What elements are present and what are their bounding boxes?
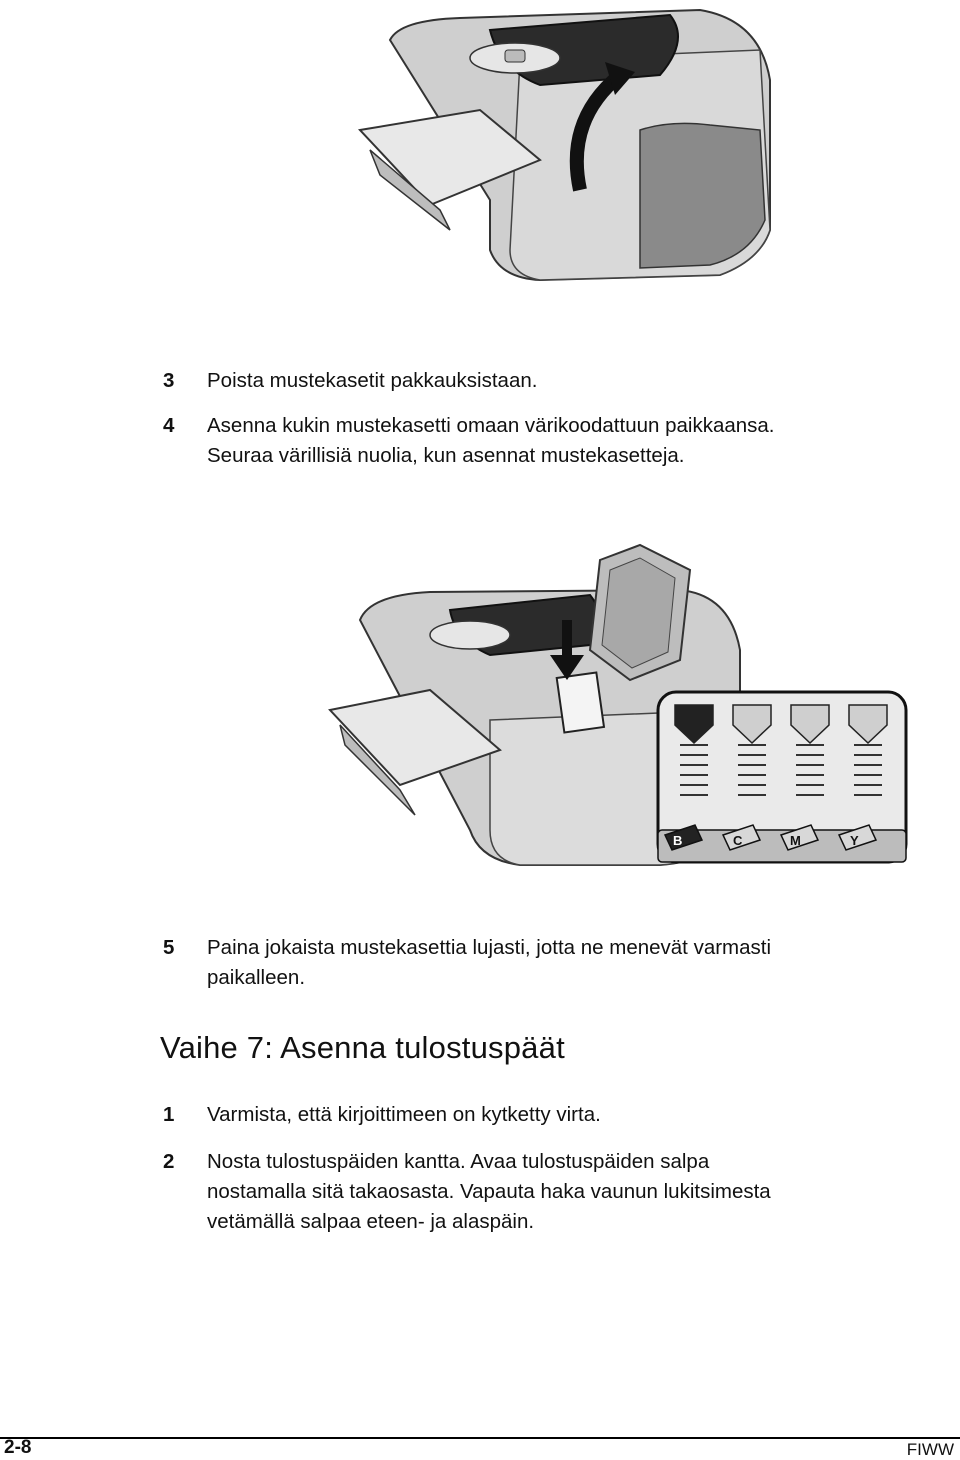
page-number: 2-8 (4, 1437, 32, 1458)
step-text: Varmista, että kirjoittimeen on kytketty virta. (207, 1103, 601, 1126)
cartridge-install-illustration (320, 540, 920, 880)
step-text: vetämällä salpaa eteen- ja alaspäin. (207, 1210, 535, 1233)
edition-label: FIWW (906, 1440, 954, 1459)
slot-label-b: B (673, 833, 683, 848)
step-text: Nosta tulostuspäiden kantta. Avaa tulostuspäiden salpa (207, 1150, 710, 1173)
step-text: nostamalla sitä takaosasta. Vapauta haka vaunun lukitsimesta (207, 1180, 771, 1203)
footer-divider (0, 1437, 960, 1439)
step-text: paikalleen. (207, 966, 306, 989)
slot-label-y: Y (850, 833, 859, 848)
step-text: Paina jokaista mustekasettia lujasti, jotta ne menevät varmasti (207, 936, 772, 959)
step-number: 3 (163, 369, 175, 392)
section-heading: Vaihe 7: Asenna tulostuspäät (160, 1030, 565, 1065)
step-number: 1 (163, 1103, 175, 1126)
step-number: 4 (163, 414, 175, 437)
printer-cover-illustration (340, 0, 790, 292)
step-text: Poista mustekasetit pakkauksistaan. (207, 369, 538, 392)
step-number: 5 (163, 936, 175, 959)
step-text: Seuraa värillisiä nuolia, kun asennat mustekasetteja. (207, 444, 685, 467)
slot-label-c: C (733, 833, 743, 848)
step-number: 2 (163, 1150, 175, 1173)
step-text: Asenna kukin mustekasetti omaan värikoodattuun paikkaansa. (207, 414, 775, 437)
slot-label-m: M (790, 833, 801, 848)
